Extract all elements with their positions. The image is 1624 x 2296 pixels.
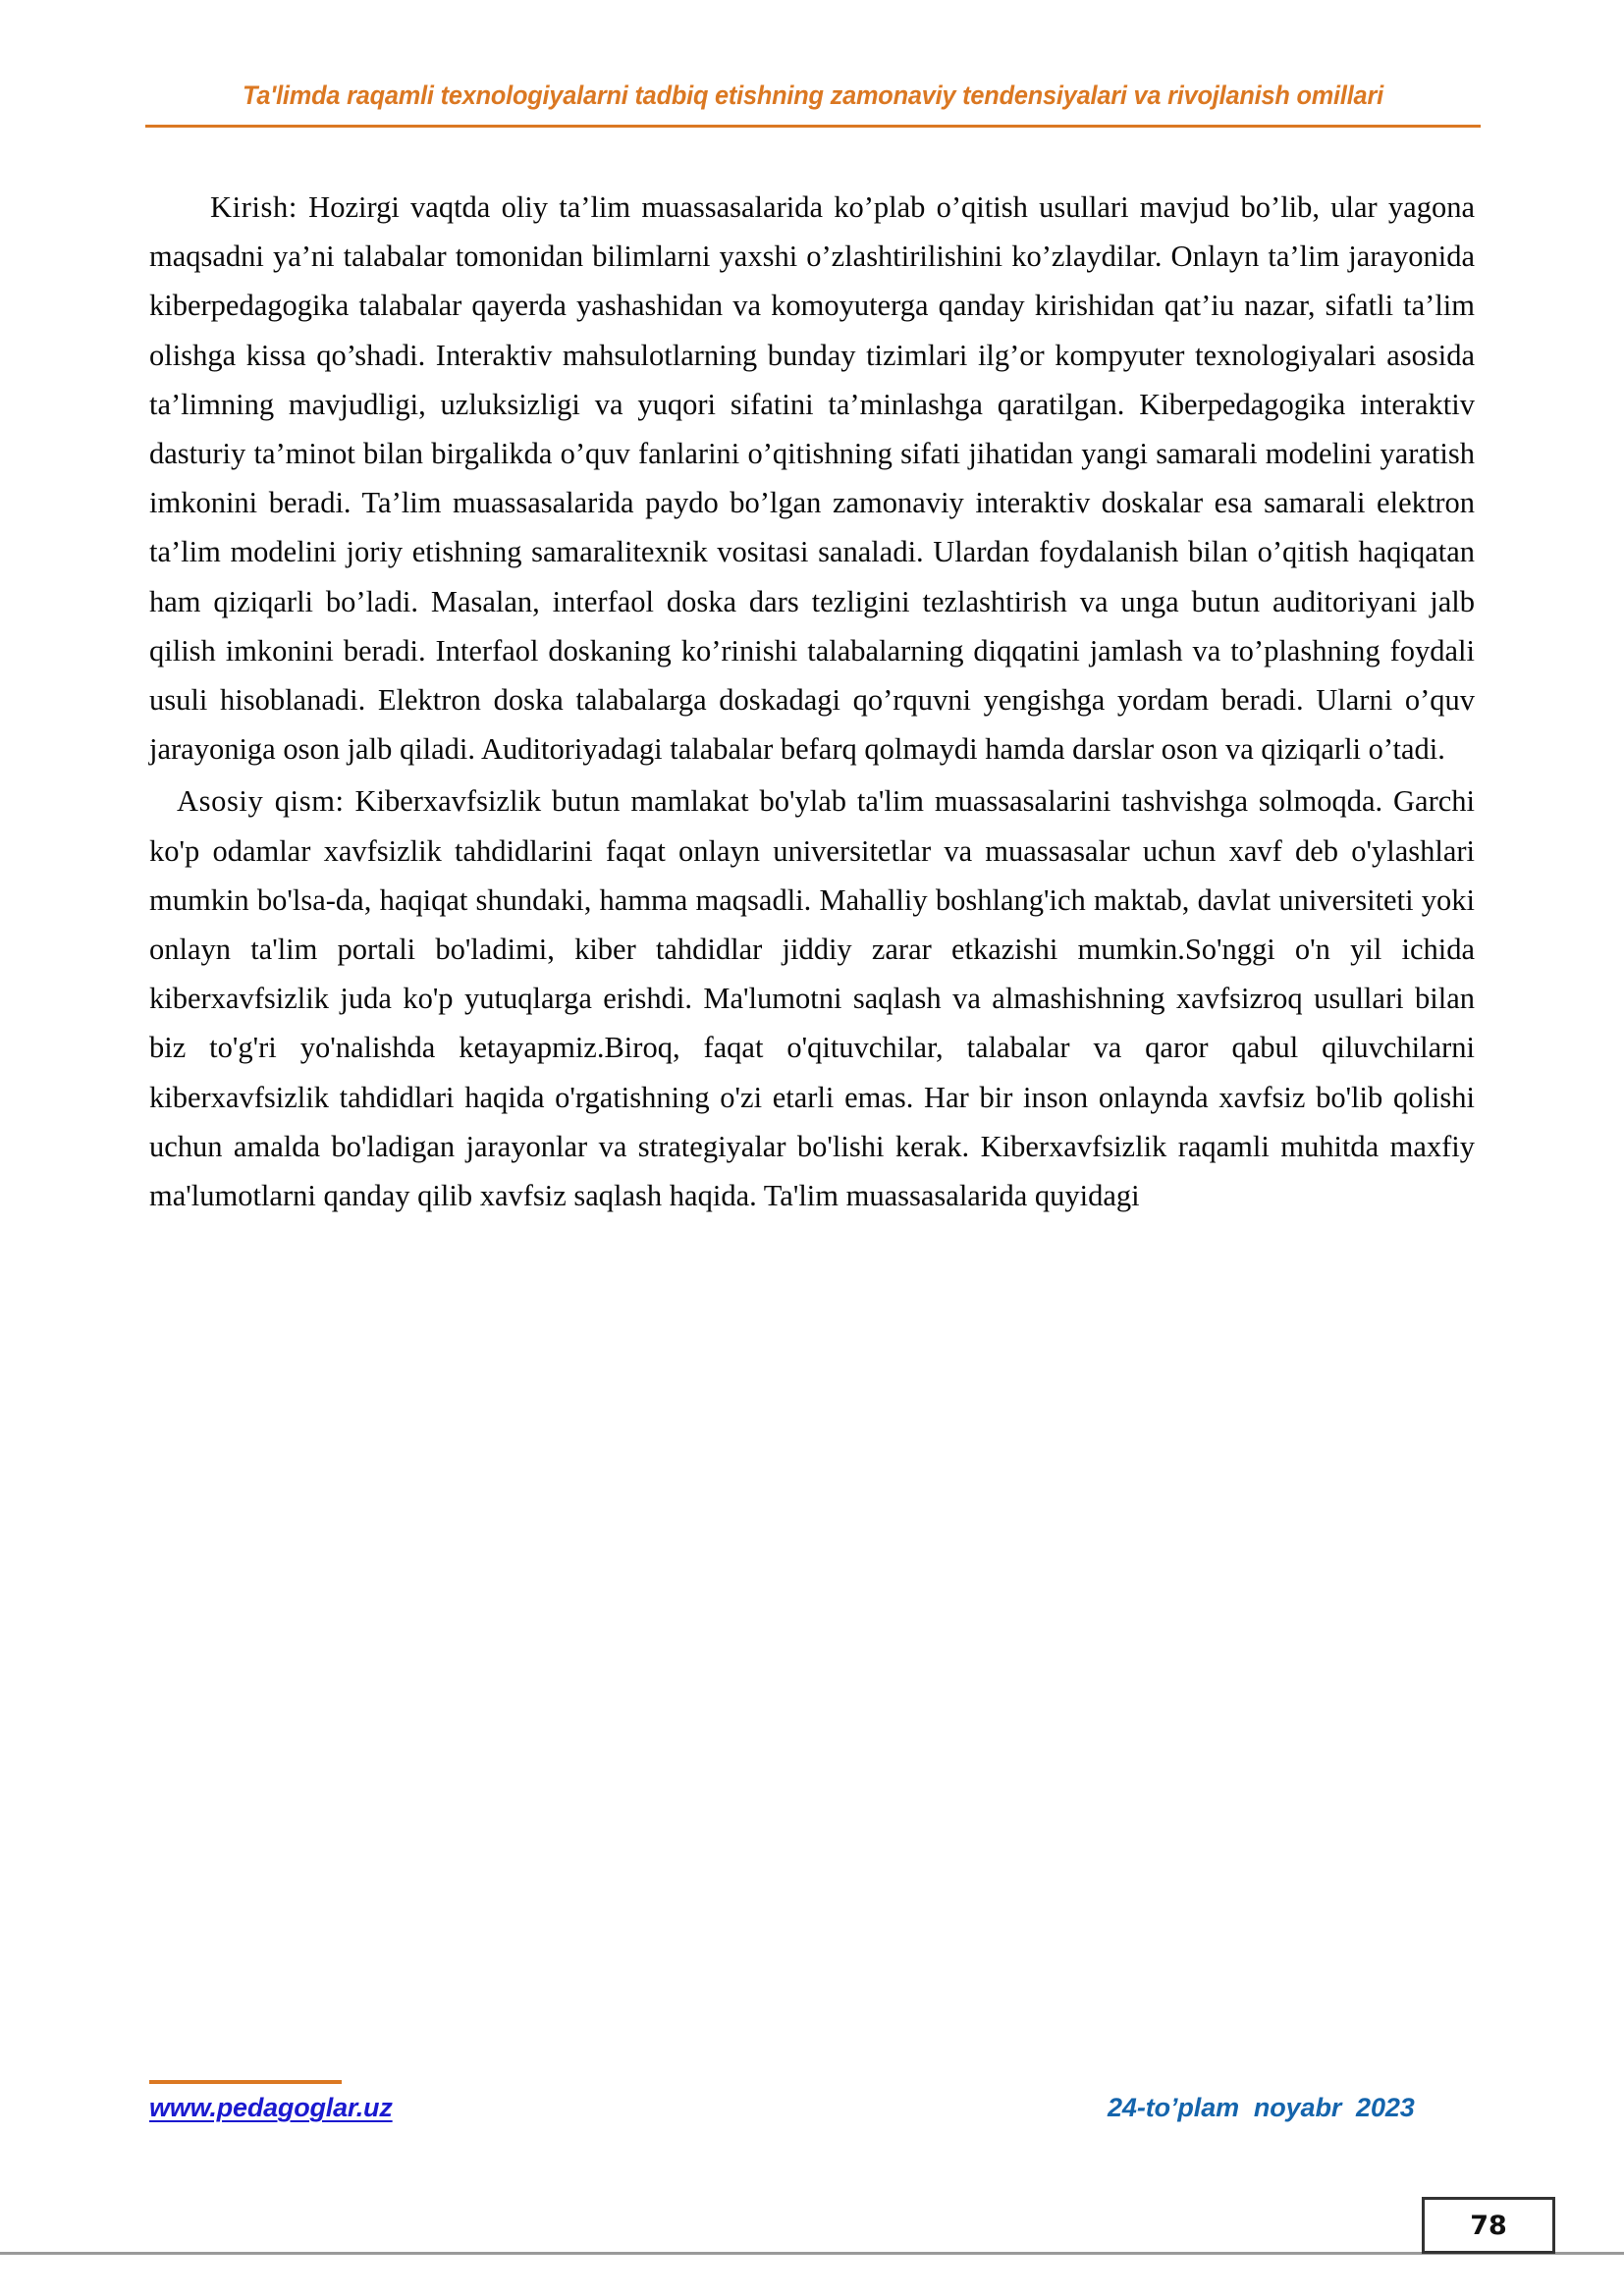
paragraph-asosiy-qism — [149, 776, 1475, 1220]
page-number: 78 — [1470, 2210, 1507, 2241]
bottom-divider — [0, 2252, 1624, 2255]
article-body — [149, 183, 1475, 1220]
page-number-box — [1422, 2197, 1555, 2254]
paragraph-kirish — [149, 183, 1475, 774]
header-divider — [145, 125, 1481, 128]
footer-issue-label: 24-to’plam noyabr 2023 — [1108, 2093, 1415, 2122]
paragraph-asosiy-qism-lead: Asosiy qism: — [177, 784, 345, 819]
paragraph-kirish-lead: Kirish: — [210, 190, 298, 224]
footer-divider — [149, 2080, 342, 2084]
page-header — [145, 80, 1481, 111]
footer-website-link[interactable]: www.pedagoglar.uz — [149, 2093, 393, 2122]
paragraph-asosiy-qism-text: Kiberxavfsizlik butun mamlakat bo'ylab ta'lim muassasalarini tashvishga solmoqda. Garchi ko'p odamlar xavfsizlik tahdidlarini faqat onlayn universitetlar va muassasalar uchun xavf deb o'ylashlari mumkin bo'lsa-da, haqiqat shundaki, hamma maqsadli. Mahalliy boshlang'ich maktab, davlat universiteti yoki onlayn ta'lim portali bo'ladimi, kiber tahdidlar jiddiy zarar etkazishi mumkin.So'nggi o'n yil ichida kiberxavfsizlik juda ko'p yutuqlarga erishdi. Ma'lumotni saqlash va almashishning xavfsizroq usullari bilan biz to'g'ri yo'nalishda ketayapmiz.Biroq, faqat o'qituvchilar, talabalar va qaror qabul qiluvchilarni kiberxavfsizlik tahdidlari haqida o'rgatishning o'zi etarli emas. Har bir inson onlaynda xavfsiz bo'lib qolishi uchun amalda bo'ladigan jarayonlar va strategiyalar bo'lishi kerak. Kiberxavfsizlik raqamli muhitda maxfiy ma'lumotlarni qanday qilib xavfsiz saqlash haqida. Ta'lim muassasalarida quyidagi — [149, 784, 1475, 1213]
paragraph-kirish-text: Hozirgi vaqtda oliy ta’lim muassasalarida ko’plab o’qitish usullari mavjud bo’lib, ular yagona maqsadni ya’ni talabalar tomonidan bilimlarni yaxshi o’zlashtirilishini ko’zlaydilar. Onlayn ta’lim jarayonida kiberpedagogika talabalar qayerda yashashidan va komoyuterga qanday kirishidan qat’iu nazar, sifatli ta’lim olishga kissa qo’shadi. Interaktiv mahsulotlarning bunday tizimlari ilg’or kompyuter texnologiyalari asosida ta’limning mavjudligi, uzluksizligi va yuqori sifatini ta’minlashga qaratilgan. Kiberpedagogika interaktiv dasturiy ta’minot bilan birgalikda o’quv fanlarini o’qitishning sifati jihatidan yangi samarali modelini yaratish imkonini beradi. Ta’lim muassasalarida paydo bo’lgan zamonaviy interaktiv doskalar esa samarali elektron ta’lim modelini joriy etishning samaralitexnik vositasi sanaladi. Ulardan foydalanish bilan o’qitish haqiqatan ham qiziqarli bo’ladi. Masalan, interfaol doska dars tezligini tezlashtirish va unga butun auditoriyani jalb qilish imkonini beradi. Interfaol doskaning ko’rinishi talabalarning diqqatini jamlash va to’plashning foydali usuli hisoblanadi. Elektron doska talabalarga doskadagi qo’rquvni yengishga yordam beradi. Ularni o’quv jarayoniga oson jalb qiladi. Auditoriyadagi talabalar befarq qolmaydi hamda darslar oson va qiziqarli o’tadi. — [149, 190, 1475, 767]
header-title: Ta'limda raqamli texnologiyalarni tadbiq etishning zamonaviy tendensiyalari va rivojlanish omillari — [243, 80, 1383, 110]
